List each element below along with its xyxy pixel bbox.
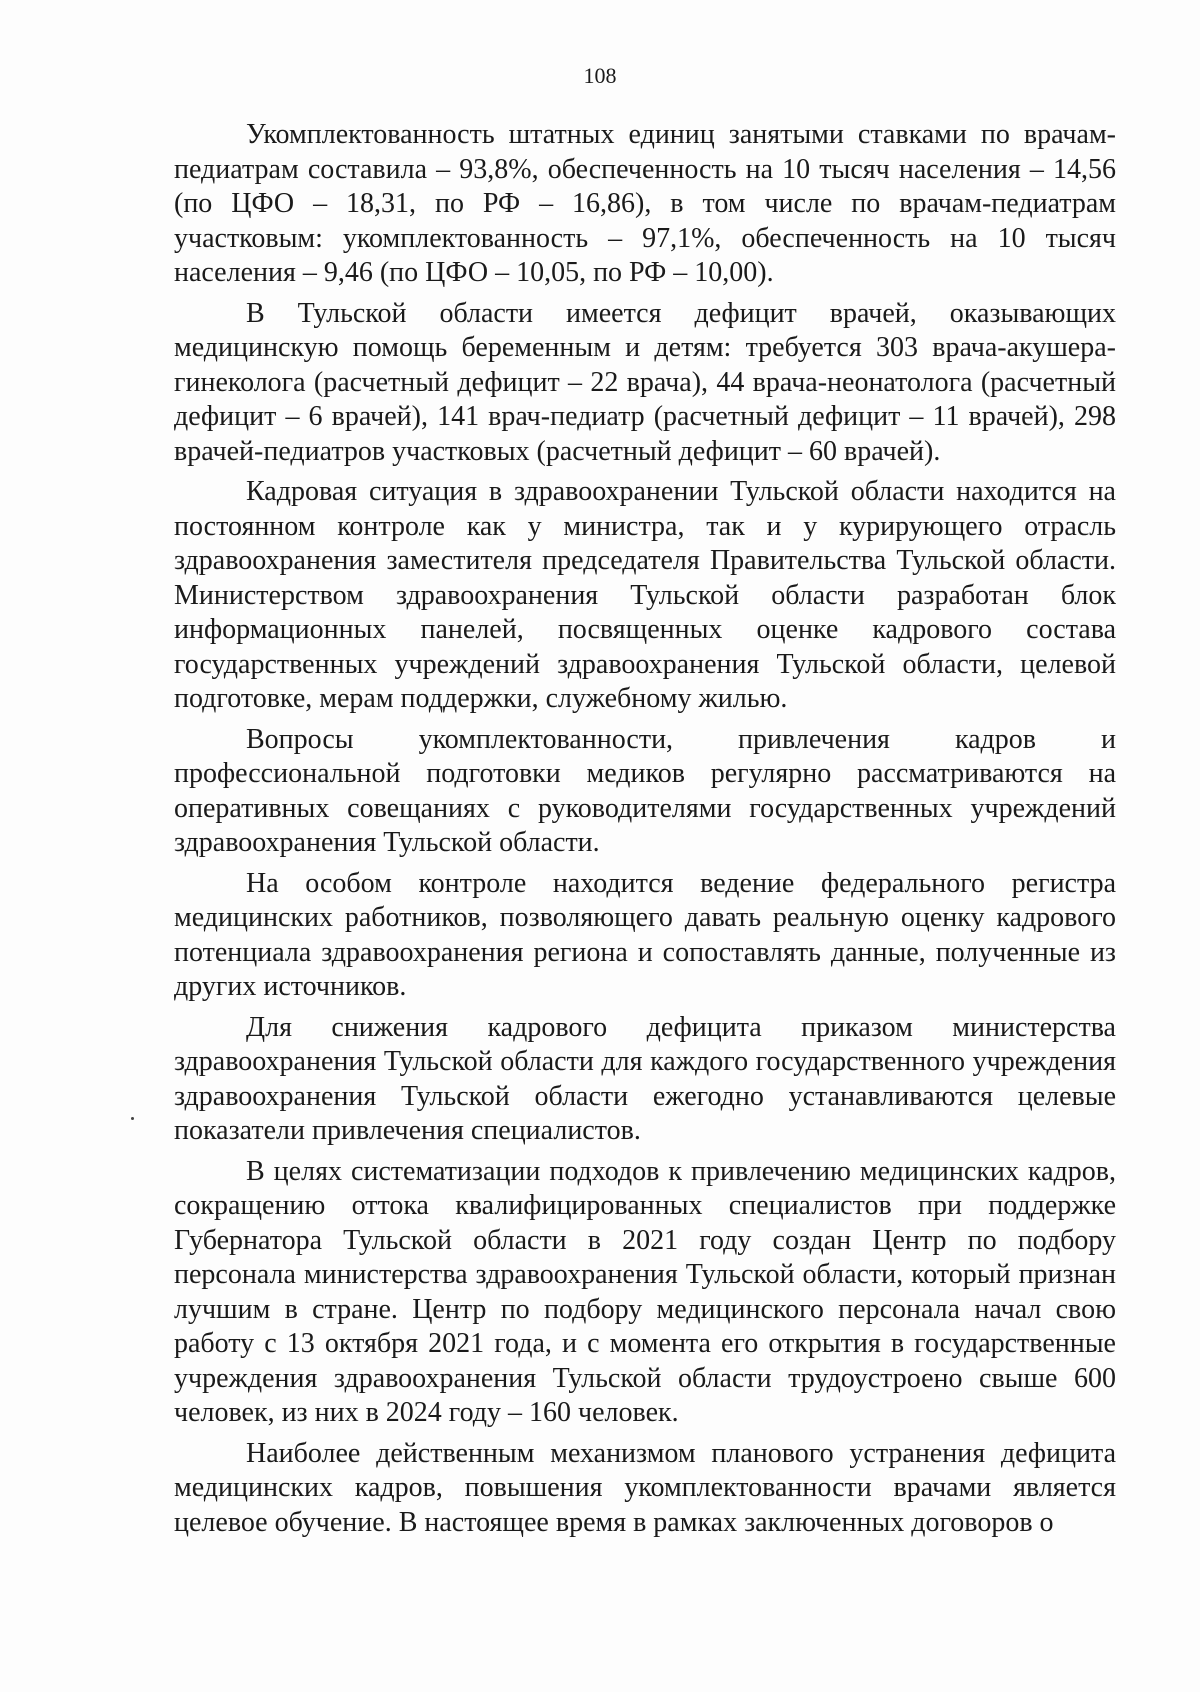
scan-speck [131, 1117, 134, 1120]
paragraph-doctor-deficit: В Тульской области имеется дефицит врачей, оказывающих медицинскую помощь беременным и детям: требуется 303 врача-акушера-гинеколога (расчетный дефицит – 22 врача), 44 врача-неонатолога (расчетный дефицит – 6 врачей), 141 врач-педиатр (расчетный дефицит – 11 врачей), 298 врачей-педиатров участковых (расчетный дефицит – 60 врачей). [174, 297, 1116, 467]
paragraph-targeted-training: Наиболее действенным механизмом планового устранения дефицита медицинских кадров, повышения укомплектованности врачами является целевое обучение. В настоящее время в рамках заключенных договоров о [174, 1437, 1116, 1538]
document-body [174, 118, 1116, 1546]
page-number: 108 [583, 63, 617, 88]
paragraph-personnel-control: Кадровая ситуация в здравоохранении Тульской области находится на постоянном контроле как у министра, так и у курирующего отрасль здравоохранения заместителя председателя Правительства Тульской области. Министерством здравоохранения Тульской области разработан блок информационных панелей, посвященных оценке кадрового состава государственных учреждений здравоохранения Тульской области, целевой подготовке, мерам поддержки, служебному жилью. [174, 476, 1116, 714]
paragraph-recruitment-center: В целях систематизации подходов к привлечению медицинских кадров, сокращению оттока квалифицированных специалистов при поддержке Губернатора Тульской области в 2021 году создан Центр по подбору персонала министерства здравоохранения Тульской области, который признан лучшим в стране. Центр по подбору медицинского персонала начал свою работу с 13 октября 2021 года, и с момента его открытия в государственные учреждения здравоохранения Тульской области трудоустроено свыше 600 человек, из них в 2024 году – 160 человек. [174, 1155, 1116, 1428]
paragraph-staffing-meetings: Вопросы укомплектованности, привлечения кадров и профессиональной подготовки медиков регулярно рассматриваются на оперативных совещаниях с руководителями государственных учреждений здравоохранения Тульской области. [174, 723, 1116, 858]
paragraph-federal-register: На особом контроле находится ведение федерального регистра медицинских работников, позволяющего давать реальную оценку кадрового потенциала здравоохранения региона и сопоставлять данные, полученные из других источников. [174, 867, 1116, 1002]
paragraph-staffing-pediatricians: Укомплектованность штатных единиц занятыми ставками по врачам-педиатрам составила – 93,8%, обеспеченность на 10 тысяч населения – 14,56 (по ЦФО – 18,31, по РФ – 16,86), в том числе по врачам-педиатрам участковым: укомплектованность – 97,1%, обеспеченность на 10 тысяч населения – 9,46 (по ЦФО – 10,05, по РФ – 10,00). [174, 119, 1116, 288]
paragraph-target-indicators: Для снижения кадрового дефицита приказом министерства здравоохранения Тульской области для каждого государственного учреждения здравоохранения Тульской области ежегодно устанавливаются целевые показатели привлечения специалистов. [174, 1011, 1116, 1146]
